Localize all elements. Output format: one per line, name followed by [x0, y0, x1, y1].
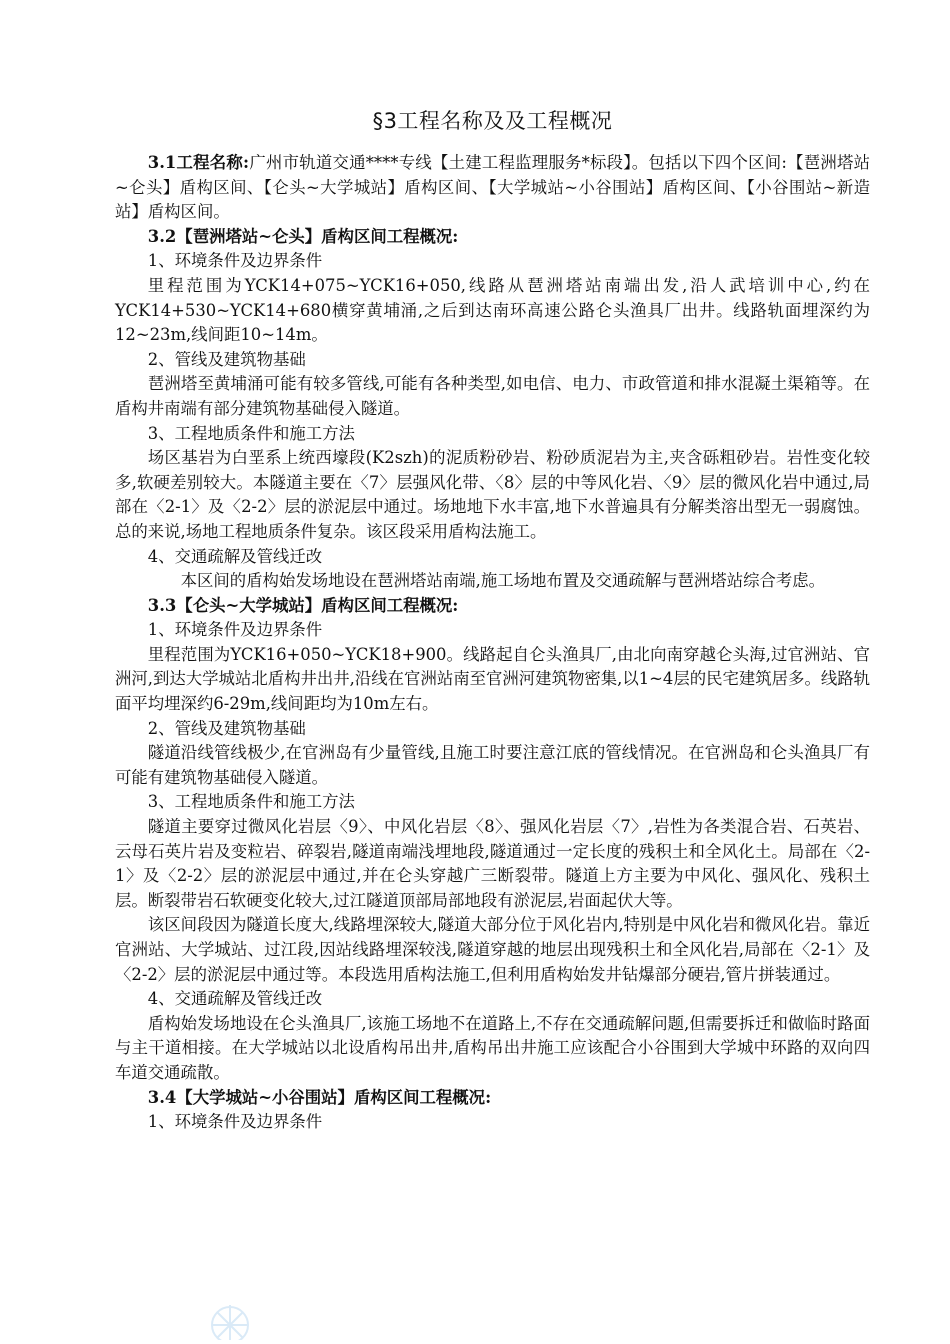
section-3-2-heading: 3.2【琶洲塔站~仑头】盾构区间工程概况: — [147, 226, 459, 246]
snowflake-watermark-icon — [200, 1295, 260, 1340]
section-3-2-sub1-title: 1、环境条件及边界条件 — [147, 251, 323, 271]
section-3-3-sub2-title: 2、管线及建筑物基础 — [147, 718, 306, 738]
section-3-2-sub4-text: 本区间的盾构始发场地设在琶洲塔站南端,施工场地布置及交通疏解与琶洲塔站综合考虑。 — [180, 571, 826, 591]
section-3-3-sub3-title: 3、工程地质条件和施工方法 — [147, 792, 355, 812]
section-3-2-sub3-text: 场区基岩为白垩系上统西壕段(K2szh)的泥质粉砂岩、粉砂质泥岩为主,夹含砾粗砂岩。岩性变化较多,软硬差别较大。本隧道主要在〈7〉层强风化带、〈8〉层的中等风化岩、〈9〉层的微风化岩中通过,局部在〈2-1〉及〈2-2〉层的淤泥层中通过。场地地下水丰富,地下水普遍具有分解类溶出型无一弱腐蚀。总的来说,场地工程地质条件复杂。该区段采用盾构法施工。 — [115, 448, 870, 541]
section-3-2-sub3-title: 3、工程地质条件和施工方法 — [147, 423, 355, 443]
section-3-2-sub4-title: 4、交通疏解及管线迁改 — [147, 546, 323, 566]
section-3-3-heading: 3.3【仑头~大学城站】盾构区间工程概况: — [147, 595, 459, 615]
page-title: §3工程名称及及工程概况 — [372, 109, 613, 133]
section-3-1-label: 3.1工程名称: — [147, 153, 250, 172]
section-3-3-sub2-text: 隧道沿线管线极少,在官洲岛有少量管线,且施工时要注意江底的管线情况。在官洲岛和仑头渔具厂有可能有建筑物基础侵入隧道。 — [115, 743, 870, 787]
section-3-1-paragraph — [115, 151, 870, 225]
document-page — [115, 104, 870, 1135]
section-3-2-sub2-text: 琶洲塔至黄埔涌可能有较多管线,可能有各种类型,如电信、电力、市政管道和排水混凝土渠箱等。在盾构井南端有部分建筑物基础侵入隧道。 — [115, 374, 870, 418]
section-3-2-sub1-text: 里程范围为YCK14+075~YCK16+050,线路从琶洲塔站南端出发,沿人武培训中心,约在YCK14+530~YCK14+680横穿黄埔涌,之后到达南环高速公路仑头渔具厂出井。线路轨面埋深约为12~23m,线间距10~14m。 — [115, 275, 870, 345]
section-3-3-sub3-text: 隧道主要穿过微风化岩层〈9〉、中风化岩层〈8〉、强风化岩层〈7〉,岩性为各类混合岩、石英岩、云母石英片岩及变粒岩、碎裂岩,隧道南端浅埋地段,隧道通过一定长度的残积土和全风化土。局部在〈2-1〉及〈2-2〉层的淤泥层中通过,并在仑头穿越广三断裂带。隧道上方主要为中风化、强风化、残积土层。断裂带岩石软硬变化较大,过江隧道顶部局部地段有淤泥层,岩面起伏大等。 — [115, 817, 870, 910]
section-3-4-sub1-title: 1、环境条件及边界条件 — [147, 1112, 323, 1132]
section-3-3-sub1-title: 1、环境条件及边界条件 — [147, 620, 323, 640]
section-3-3-sub4-title: 4、交通疏解及管线迁改 — [147, 989, 323, 1009]
section-3-1-text: 广州市轨道交通****专线【土建工程监理服务*标段】。包括以下四个区间:【琶洲塔站~仑头】盾构区间、【仑头~大学城站】盾构区间、【大学城站~小谷围站】盾构区间、【小谷围站~新造站】盾构区间。 — [115, 153, 870, 222]
section-3-2-sub2-title: 2、管线及建筑物基础 — [147, 349, 306, 369]
section-3-4-heading: 3.4【大学城站~小谷围站】盾构区间工程概况: — [147, 1087, 492, 1107]
section-3-3-sub1-text: 里程范围为YCK16+050~YCK18+900。线路起自仑头渔具厂,由北向南穿越仑头海,过官洲站、官洲河,到达大学城站北盾构井出井,沿线在官洲站南至官洲河建筑物密集,以1~4层的民宅建筑居多。线路轨面平均埋深约6-29m,线间距均为10m左右。 — [115, 644, 871, 714]
section-3-3-sub3-text2: 该区间段因为隧道长度大,线路埋深较大,隧道大部分位于风化岩内,特别是中风化岩和微风化岩。靠近官洲站、大学城站、过江段,因站线路埋深较浅,隧道穿越的地层出现残积土和全风化岩,局部在〈2-1〉及〈2-2〉层的淤泥层中通过等。本段选用盾构法施工,但利用盾构始发井钻爆部分硬岩,管片拼装通过。 — [115, 915, 870, 984]
section-3-3-sub4-text: 盾构始发场地设在仑头渔具厂,该施工场地不在道路上,不存在交通疏解问题,但需要拆迁和做临时路面与主干道相接。在大学城站以北设盾构吊出井,盾构吊出井施工应该配合小谷围到大学城中环路的双向四车道交通疏散。 — [115, 1013, 870, 1082]
